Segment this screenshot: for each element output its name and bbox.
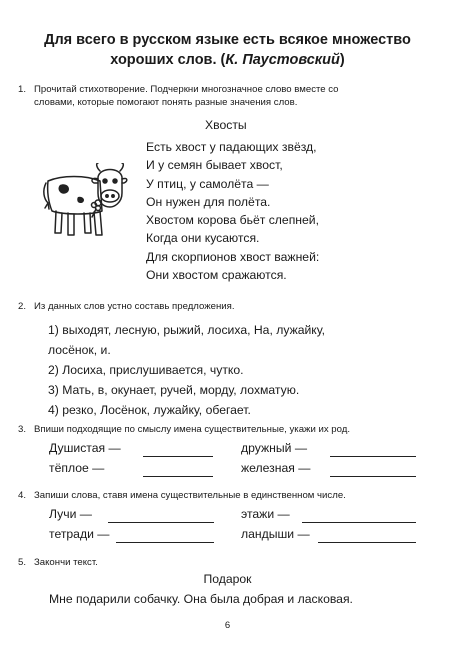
page-number: 6 — [224, 620, 231, 631]
cow-illustration — [42, 163, 128, 245]
poem-line: Есть хвост у падающих звёзд, — [146, 140, 317, 154]
task-number: 2. — [18, 301, 27, 312]
task-instruction-line: словами, которые помогают понять разные значения слов. — [34, 97, 298, 108]
task-5 — [18, 556, 98, 569]
poem-line: Для скорпионов хвост важней: — [146, 249, 320, 264]
title-author-close: ) — [339, 52, 345, 68]
task-number: 3. — [18, 424, 27, 435]
task-2 — [18, 300, 235, 313]
task-instruction: Запиши слова, ставя имена существительные в единственном числе. — [34, 490, 346, 501]
answer-line[interactable] — [116, 542, 214, 543]
title-author-open: ( — [220, 52, 226, 68]
task-instruction: Закончи текст. — [34, 557, 98, 568]
word-sets — [48, 320, 438, 420]
poem-line: Хвостом корова бьёт слепней, — [146, 213, 319, 228]
text-body: Мне подарили собачку. Она была добрая и ласковая. — [49, 592, 353, 606]
task-number: 4. — [18, 490, 27, 501]
word-set-line: лосёнок, и. — [48, 343, 111, 357]
blank-prompt: тетради — — [49, 527, 110, 541]
answer-line[interactable] — [108, 522, 214, 523]
answer-line[interactable] — [330, 476, 416, 477]
word-set-line: 1) выходят, лесную, рыжий, лосиха, На, лужайку, — [48, 323, 326, 337]
poem — [146, 138, 319, 284]
word-set-line: 3) Мать, в, окунает, ручей, морду, лохматую. — [48, 383, 300, 397]
task-instruction-line: Прочитай стихотворение. Подчеркни многозначное слово вместе со — [34, 84, 339, 95]
task-number: 5. — [18, 557, 27, 568]
blank-prompt: тёплое — — [49, 461, 105, 475]
answer-line[interactable] — [302, 522, 416, 523]
task-number: 1. — [18, 84, 27, 95]
poem-line: Он нужен для полёта. — [146, 194, 271, 209]
blank-prompt: этажи — — [241, 507, 290, 521]
blank-prompt: Душистая — — [49, 441, 121, 455]
text-title: Подарок — [203, 572, 252, 586]
word-set-line: 2) Лосиха, прислушивается, чутко. — [48, 363, 244, 377]
poem-title: Хвосты — [205, 118, 247, 132]
task-instruction: Впиши подходящие по смыслу имена существительные, укажи их род. — [34, 424, 351, 435]
task-instruction: Из данных слов устно составь предложения. — [34, 301, 235, 312]
poem-line: И у семян бывает хвост, — [146, 158, 283, 173]
poem-line: Они хвостом сражаются. — [146, 268, 287, 283]
task-1 — [18, 83, 339, 109]
poem-line: У птиц, у самолёта — — [146, 176, 269, 191]
task-4 — [18, 489, 346, 502]
blank-prompt: ландыши — — [241, 527, 310, 541]
answer-line[interactable] — [143, 456, 213, 457]
title-author: К. Паустовский — [225, 52, 340, 68]
blank-prompt: железная — — [241, 461, 311, 475]
title-quote: Для всего в русском языке есть всякое множество хороших слов. — [44, 32, 411, 68]
poem-line: Когда они кусаются. — [146, 231, 260, 246]
answer-line[interactable] — [318, 542, 416, 543]
task-3 — [18, 423, 351, 436]
word-set-line: 4) резко, Лосёнок, лужайку, обегает. — [48, 403, 251, 417]
blank-prompt: дружный — — [241, 441, 308, 455]
answer-line[interactable] — [143, 476, 213, 477]
blank-prompt: Лучи — — [49, 507, 92, 521]
page-title — [20, 30, 435, 70]
answer-line[interactable] — [330, 456, 416, 457]
